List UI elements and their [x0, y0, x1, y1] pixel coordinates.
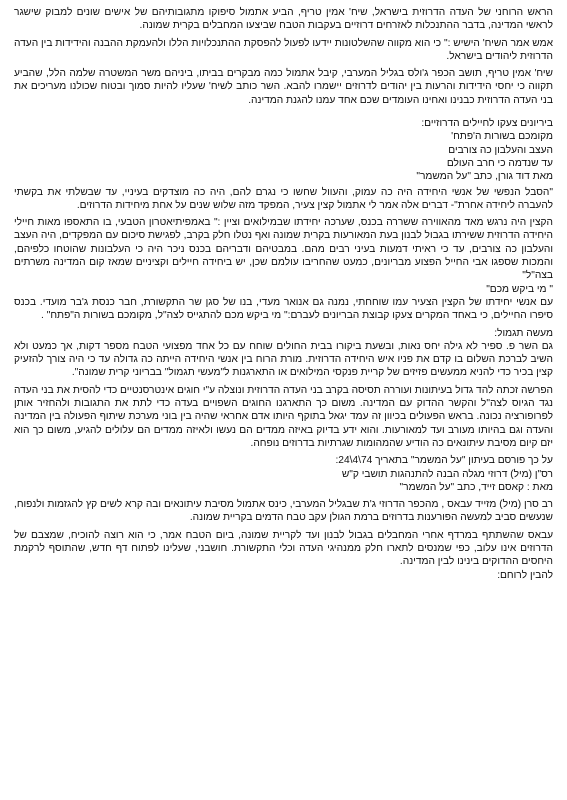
headline-line: מקומכם בשורות ה'פתח'	[451, 131, 553, 143]
paragraph-abbas-statement: עבאס שהשתתף במרדף אחרי המחבלים בגבול לבנון ועד לקריית שמונה, ביום הטבח אמר, כי הוא רוצה להוכיח, שמצבם של הדרוזים אינו עלוב, כפי שמנסים לתארו חלק ממנהיגי העדה וכלי התקשורת. חושבני, שעלינו לפתוח דף חדש, שהתוסף לרקמת היחסים ההדוקים בינינו לבין המדינה.	[14, 529, 553, 568]
subheading-who-asked: " מי ביקש מכם"	[486, 283, 553, 295]
headline-block	[14, 117, 553, 183]
paragraph-press: הפרשה זכתה להד גדול בעיתונות ועוררה תסיסה בקרב בני העדה הדרוזית ונוצלה ע"י חוגים אינטרסנטיים כדי להסית את בני העדה נגד הגיוס לצה"ל והקשר ההדוק עם המדינה. משום כך התארגנו החוגים השפויים בעדה כדי לתת את התגובות ולהחזיר אותן לפרופורציה נכונה. בראש הפעולים בכיוון זה עמד יגאל בתוקף היותו אדם אחראי שהיה בין בוני מערכת שיתוף הפעולה בין המדינה והעדה וגם בהיותו מעורב ועד למאורעות. והוא ידע בדיוק באיזה ממדים הם נעשו ולאיזה ממדים הם עלולים להגיע, משום כך הוא יזם קיום מסיבת עיתונאים כה הודיע שהמהומות שגרתיות בדרוזים נופחה.	[14, 384, 553, 449]
credit-line: מאת : קאסם זייד, כתב "על המשמר"	[399, 481, 553, 493]
headline-line: עד שנדמה כי חרב העולם	[446, 157, 553, 169]
paragraph-sheikh-quote: אמש אמר השיח' הישיש :" כי הוא מקווה שהשלטונות יידעו לפעול להפסקת ההתנכלויות הללו ולהעמקת ההבנה והידידות בין העדה הדרוזית ליהודים בישראל.	[14, 37, 553, 62]
paragraph-officer-quote: "הסבל הנפשי של אנשי היחידה היה כה עמוק, והעוול שחשו כי נגרם להם, היה כה מוצדקים בעיניי, עד שבשלתי את בקשתי להעברה ליחידה אחרת"- דברים אלה אמר לי אתמול קצין צעיר, המפקד מזה שלוש שנים על אחת מיחידות הדרוזים.	[14, 186, 553, 211]
paragraph-assembly: הקצין היה נרגש מאד מהאווירה ששררה בכנס, שערכה יחידתו שבמילואים וציין :" באמפיתיאטרון הטבעי, בו התאספו מאות חיילי היחידה הדרוזית ששירתו בגבול לבנון בעת המאורעות בקרית שמונה ואף נטלו חלק בקרב, לפגישת סיכום עם המפקדים, היה העצב והעלבון כה צורבים, עד כי ראיתי דמעות בעיני רבים מהם. במבטיהם ודבריהם בכנס ניכר היה כי העלבונות שהוטחו כלפיהם, והמכות שספגו אבי החייל הפצוע מבריונים, כמעט שהחריבו עולמם שכן, יש ביחידה חיילים וקציניים שמאז קום המדינה משרתים בצה"ל"	[14, 217, 553, 282]
credit-line: רס"ן (מיל) דרוזי מגלה הבנה להתנהגות תושבי ק"ש	[341, 468, 553, 480]
paragraph-abbas-conference: רב סרן (מיל) מזייד עבאס , מהכפר הדרוזי ג'ת שבגליל המערבי, כינס אתמול מסיבת עיתונאים ובה קרא לשים קץ להגזמות ולנפוח, שנעשים סביב למעשה הפורענות בדרוזים ברמת הגולן עקב טבח הדמים בקריית שמונה.	[14, 499, 553, 524]
credits-block	[14, 454, 553, 494]
credit-line: על כך פורסם בעיתון "על המשמר" בתאריך 74\4\24:	[335, 455, 553, 467]
subheading-retaliation: מעשה תגמול:	[494, 327, 553, 339]
paragraph-sapir: גם השר פ. ספיר לא גילה יחס נאות, ובשעת ביקורו בבית החולים שוחח עם כל אחד מפצועי הטבח מספר דקות, אך כמעט ולא השיב לברכת השלום בו קדם את פניו איש היחידה הדרוזית. מורת הרוח בין אנשי היחידה הייתה כה גדולה עד כי היה צורך להזעיק קצין בכיר כדי להניא ממעשים פזיזים של קריית פנקסי המילואים או התארגנות ל"מעשי תגמול" בבריוני קרית שמונה".	[14, 340, 553, 379]
headline-line: ביריונים צעקו לחיילים הדרוזיים:	[421, 118, 553, 130]
headline-line: העצב והעלבון כה צורבים	[448, 144, 553, 156]
paragraph-soldiers: עם אנשי יחידתו של הקצין הצעיר עמו שוחחתי, נמנה גם אנואר מעדי, בנו של סגן שר התקשורת, חבר כנסת ג'בר מועדי. בכנס סיפרו החיילים, כי באחד המקרים צעקו קבוצת הבריונים לעברם:" מי ביקש מכם להתגייס לצה"ל, מקומכם בשורות ה"פתח" .	[14, 296, 553, 322]
byline: מאת דוד גורן, כתב "על המשמר"	[416, 171, 553, 183]
paragraph-police-minister: שיח' אמין טריף, תושב הכפר ג'ולס בגליל המערבי, קיבל אתמול כמה מבקרים בביתו, ביניהם משר המשטרה שלמה הלל, שהביע תקווה כי יחסי הידידות והרעות בין יהודים לדרוזים יישמרו להבא. השר כותב לשיח' שעליו להיות סמוך ובטוח שכולנו מעריכים את בני העדה הדרוזית כבנינו ואחינו העומדים שכם אחד עמנו להגנת המדינה.	[14, 68, 553, 106]
closing-line: להבין לרוחם:	[497, 569, 553, 581]
paragraph-intro: הראש הרוחני של העדה הדרוזית בישראל, שיח' אמין טריף, הביע אתמול סיפוקו מתגובותיהם של אישים שונים למבוק שישגר לראשי המדינה, בדבר ההתנכלות לאזרחים דרוזיים בעקבות הטבח שביצעו המחבלים בקרית שמונה.	[14, 7, 553, 32]
